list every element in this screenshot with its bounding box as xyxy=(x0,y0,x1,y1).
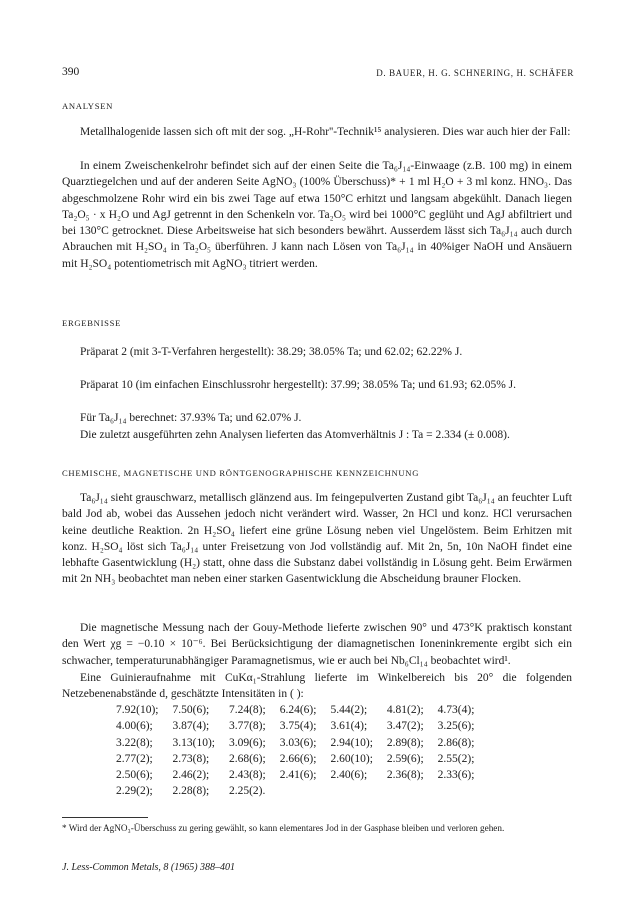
d-spacing-cell: 2.28(8); xyxy=(172,785,210,798)
d-spacing-cell: 3.75(4); xyxy=(279,720,317,733)
d-spacing-cell: 7.50(6); xyxy=(172,704,210,716)
result-paragraph: Für Ta₆J₁₄ berechnet: 37.93% Ta; und 62.07% J. xyxy=(80,412,302,424)
d-spacing-row xyxy=(116,735,488,751)
d-spacing-cell: 2.46(2); xyxy=(172,769,210,782)
d-spacing-cell: 2.33(6); xyxy=(437,769,475,782)
footnote-rule xyxy=(62,817,148,818)
d-spacing-cell xyxy=(280,783,331,799)
d-spacing-cell: 2.60(10); xyxy=(330,752,373,765)
d-spacing-row xyxy=(116,718,488,734)
d-spacing-cell: 2.50(6); xyxy=(116,769,153,782)
paragraph: In einem Zweischenkelrohr befindet sich auf der einen Seite die Ta₆J₁₄-Einwaage (z.B. 100 mg) in einem Quarztiegelchen und auf der anderen Seite AgNO₃ (100% Überschuss)* + 1 ml H₂O + 3 ml konz. HNO₃. Das abgeschmolzene Rohr wird ein bis zwei Tage auf etwa 150°C erhitzt und langsam abgekühlt. Danach liegen Ta₂O₅ · x H₂O und AgJ getrennt in den Schenkeln vor. Ta₂O₅ wird bei 1000°C geglüht und AgJ abfiltriert und bei 130°C getrocknet. Diese Arbeitsweise hat sich besonders bewährt. Ausserdem lässt sich Ta₆J₁₄ auch durch Abrauchen mit H₂SO₄ in Ta₂O₅ überführen. J kann nach Lösen von Ta₆J₁₄ in 40%iger NaOH und Ansäuern mit H₂SO₄ potentiometrisch mit AgNO₃ titriert werden. xyxy=(62,160,572,270)
d-spacing-cell: 7.92(10); xyxy=(116,704,159,716)
section-heading-analysen: ANALYSEN xyxy=(62,101,114,111)
paragraph: Eine Guinieraufnahme mit CuKα₁-Strahlung lieferte im Winkelbereich bis 20° die folgenden Netzebenenabstände d, geschätzte Intensitäten in ( ): xyxy=(62,672,572,701)
paragraph: Ta₆J₁₄ sieht grauschwarz, metallisch glänzend aus. Im feingepulverten Zustand gibt Ta₆J₁₄ an feuchter Luft bald Jod ab, wobei das Aussehen jedoch nicht verändert wird. Wasser, 2n HCl und konz. HCl verursachen keine deutliche Reaktion. 2n H₂SO₄ liefert eine grüne Lösung neben viel Ungelöstem. Beim Erhitzen mit konz. H₂SO₄ löst sich Ta₆J₁₄ unter Freisetzung von Jod vollständig auf. Mit 2n, 5n, 10n NaOH findet eine lebhafte Gasentwicklung (H₂) statt, ohne dass die Substanz dabei vollständig in Lösung geht. Beim Erwärmen mit 2n NH₃ beobachtet man neben einer starken Gasentwicklung die Abscheidung brauner Flocken. xyxy=(62,492,572,586)
d-spacing-cell: 2.43(8); xyxy=(228,769,266,782)
d-spacing-cell: 3.47(2); xyxy=(386,720,424,733)
d-spacing-cell: 2.25(2). xyxy=(228,785,266,798)
d-spacing-cell: 2.73(8); xyxy=(172,752,210,765)
d-spacing-cell: 5.44(2); xyxy=(330,704,368,716)
d-spacing-cell: 3.25(6); xyxy=(437,720,475,733)
d-spacing-cell: 4.73(4); xyxy=(437,704,475,716)
result-paragraph: Präparat 2 (mit 3-T-Verfahren hergestellt): 38.29; 38.05% Ta; und 62.02; 62.22% J. xyxy=(80,346,463,358)
d-spacing-cell: 2.68(6); xyxy=(228,752,266,765)
d-spacing-cell: 3.22(8); xyxy=(116,736,153,749)
d-spacing-cell: 2.77(2); xyxy=(116,752,153,765)
d-spacing-cell: 2.29(2); xyxy=(116,785,153,798)
result-paragraph: Präparat 10 (im einfachen Einschlussrohr hergestellt): 37.99; 38.05% Ta; und 61.93; 62.05% J. xyxy=(80,379,517,391)
d-spacing-cell xyxy=(438,783,489,799)
d-spacing-cell: 2.40(6); xyxy=(330,769,368,782)
d-spacing-row xyxy=(116,751,488,767)
running-head: D. BAUER, H. G. SCHNERING, H. SCHÄFER xyxy=(376,68,574,78)
journal-reference: J. Less-Common Metals, 8 (1965) 388–401 xyxy=(62,862,236,873)
d-spacing-row xyxy=(116,783,488,799)
d-spacing-cell: 2.36(8); xyxy=(386,769,424,782)
d-spacing-cell xyxy=(330,783,386,799)
d-spacing-cell: 2.41(6); xyxy=(279,769,317,782)
d-spacing-cell: 3.03(6); xyxy=(279,736,317,749)
paragraph: Die magnetische Messung nach der Gouy-Methode lieferte zwischen 90° und 473°K praktisch konstant den Wert χg = −0.10 × 10⁻⁶. Bei Berücksichtigung der diamagnetischen Ioneninkremente ergibt sich ein schwacher, temperaturunabhängiger Paramagnetismus, wie er auch bei Nb₆Cl₁₄ beobachtet wird¹. xyxy=(62,622,572,667)
d-spacing-cell: 4.00(6); xyxy=(116,720,153,733)
d-spacing-cell: 3.09(6); xyxy=(228,736,266,749)
result-paragraph: Die zuletzt ausgeführten zehn Analysen lieferten das Atomverhältnis J : Ta = 2.334 (± 0.008). xyxy=(80,429,510,441)
footnote: * Wird der AgNO₃-Überschuss zu gering gewählt, so kann elementares Jod in der Gasphase bleiben und verloren gehen. xyxy=(62,823,505,833)
page-number: 390 xyxy=(62,66,80,78)
d-spacing-cell: 2.59(6); xyxy=(386,752,424,765)
d-spacing-cell: 2.66(6); xyxy=(279,752,317,765)
d-spacing-cell: 4.81(2); xyxy=(386,704,424,716)
section-heading-ergebnisse: ERGEBNISSE xyxy=(62,318,122,328)
d-spacing-cell: 6.24(6); xyxy=(279,704,317,716)
d-spacing-cell: 3.13(10); xyxy=(172,736,215,749)
d-spacing-cell: 2.55(2); xyxy=(437,752,475,765)
d-spacing-cell: 7.24(8); xyxy=(228,704,266,716)
d-spacing-cell: 3.61(4); xyxy=(330,720,368,733)
paragraph: Metallhalogenide lassen sich oft mit der sog. „H-Rohr''-Technik¹⁵ analysieren. Dies war auch hier der Fall: xyxy=(80,126,571,138)
d-spacing-row xyxy=(116,702,488,718)
d-spacing-cell xyxy=(387,783,438,799)
section-heading-kennzeichnung: CHEMISCHE, MAGNETISCHE UND RÖNTGENOGRAPHISCHE KENNZEICHNUNG xyxy=(62,468,420,478)
d-spacing-row xyxy=(116,767,488,783)
d-spacing-cell: 2.86(8); xyxy=(437,736,475,749)
d-spacing-cell: 3.77(8); xyxy=(228,720,266,733)
d-spacing-cell: 3.87(4); xyxy=(172,720,210,733)
d-spacing-cell: 2.94(10); xyxy=(330,736,373,749)
d-spacing-cell: 2.89(8); xyxy=(386,736,424,749)
d-spacing-table xyxy=(116,702,488,800)
